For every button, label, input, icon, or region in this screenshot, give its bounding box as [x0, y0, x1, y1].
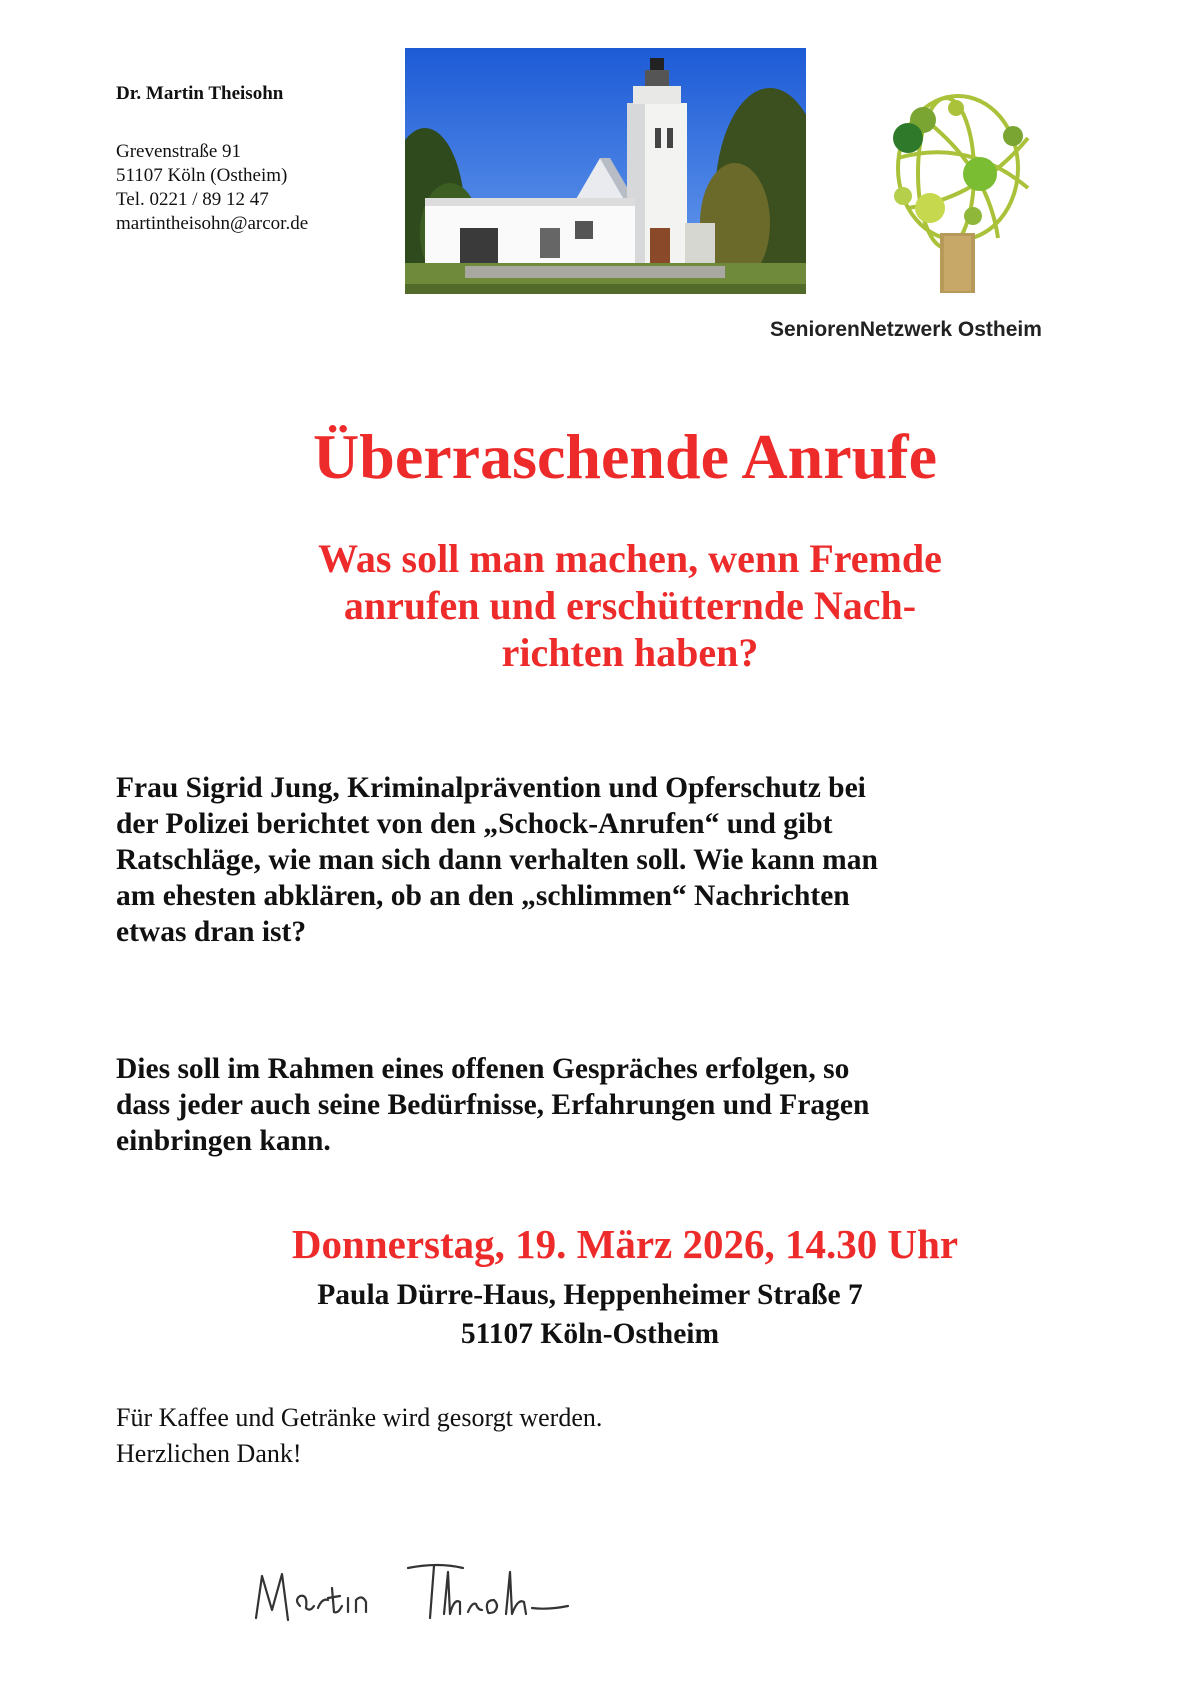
sender-address: [116, 140, 308, 236]
closing-note: [116, 1400, 602, 1472]
sender-name: Dr. Martin Theisohn: [116, 83, 284, 104]
subtitle: [195, 535, 1065, 676]
closing-line: Herzlichen Dank!: [116, 1439, 302, 1468]
sender-street: Grevenstraße 91: [116, 141, 242, 162]
format-paragraph: [116, 1051, 869, 1159]
network-name: SeniorenNetzwerk Ostheim: [770, 318, 1042, 341]
page-title: Überraschende Anrufe: [313, 421, 937, 492]
paragraph-line: einbringen kann.: [116, 1125, 331, 1157]
paragraph-line: am ehesten abklären, ob an den „schlimmen“ Nachrichten: [116, 880, 850, 912]
paragraph-line: Ratschläge, wie man sich dann verhalten soll. Wie kann man: [116, 844, 878, 876]
subtitle-line: Was soll man machen, wenn Fremde: [318, 536, 942, 581]
closing-line: Für Kaffee und Getränke wird gesorgt werden.: [116, 1403, 603, 1432]
paragraph-line: etwas dran ist?: [116, 916, 307, 948]
handwritten-signature: [248, 1548, 618, 1638]
sender-city: 51107 Köln (Ostheim): [116, 165, 288, 186]
event-location: [0, 1276, 1180, 1354]
event-city: 51107 Köln-Ostheim: [460, 1318, 720, 1350]
subtitle-line: richten haben?: [501, 630, 759, 675]
sender-phone: Tel. 0221 / 89 12 47: [116, 189, 269, 210]
network-logo: [878, 78, 1066, 294]
paragraph-line: der Polizei berichtet von den „Schock-Anrufen“ und gibt: [116, 808, 833, 840]
paragraph-line: dass jeder auch seine Bedürfnisse, Erfahrungen und Fragen: [116, 1089, 870, 1121]
subtitle-line: anrufen und erschütternde Nach-: [343, 583, 917, 628]
paragraph-line: Frau Sigrid Jung, Kriminalprävention und Opferschutz bei: [116, 772, 866, 804]
paragraph-line: Dies soll im Rahmen eines offenen Gespräches erfolgen, so: [116, 1053, 850, 1085]
church-photo: [405, 48, 806, 294]
event-venue: Paula Dürre-Haus, Heppenheimer Straße 7: [317, 1279, 863, 1311]
event-datetime: Donnerstag, 19. März 2026, 14.30 Uhr: [291, 1221, 959, 1267]
intro-paragraph: [116, 770, 878, 950]
sender-email: martintheisohn@arcor.de: [116, 213, 309, 234]
